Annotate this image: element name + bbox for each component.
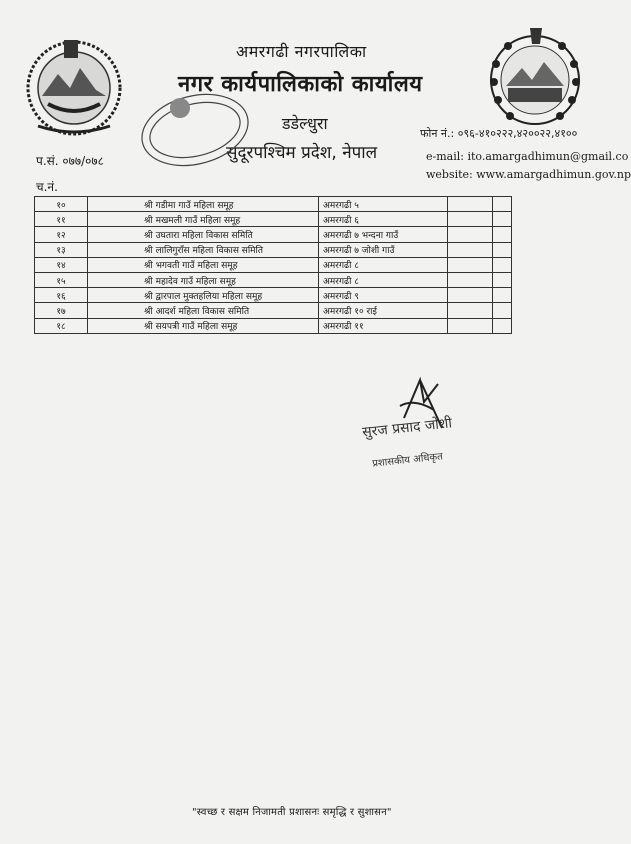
district-name: डडेल्धुरा xyxy=(282,114,328,133)
serial-number: १० xyxy=(35,197,88,212)
serial-number: १२ xyxy=(35,227,88,242)
serial-number: १८ xyxy=(35,318,88,333)
office-stamp-icon xyxy=(136,86,254,174)
serial-number: १५ xyxy=(35,272,88,287)
group-address: अमरगढी ७ जोशी गाउँ xyxy=(319,242,448,257)
empty-cell xyxy=(493,288,512,303)
table-row xyxy=(35,197,512,212)
dispatch-number: च.नं. xyxy=(36,180,58,194)
empty-cell xyxy=(493,318,512,333)
table-row xyxy=(35,257,512,272)
empty-cell xyxy=(493,242,512,257)
empty-cell xyxy=(448,197,493,212)
empty-cell xyxy=(448,257,493,272)
table-row xyxy=(35,303,512,318)
office-name: नगर कार्यपालिकाको कार्यालय xyxy=(178,72,423,97)
province-name: सुदूरपश्चिम प्रदेश, नेपाल xyxy=(226,143,378,163)
group-address: अमरगढी ६ xyxy=(319,212,448,227)
group-name: श्री सयपत्री गाउँ महिला समूह xyxy=(88,318,319,333)
group-address: अमरगढी ९ xyxy=(319,288,448,303)
empty-cell xyxy=(493,197,512,212)
municipality-logo-icon xyxy=(486,24,584,128)
empty-cell xyxy=(448,272,493,287)
table-row xyxy=(35,227,512,242)
group-address: अमरगढी १० राई xyxy=(319,303,448,318)
empty-cell xyxy=(448,242,493,257)
empty-cell xyxy=(448,318,493,333)
group-name: श्री उघतारा महिला विकास समिति xyxy=(88,227,319,242)
group-name: श्री महादेव गाउँ महिला समूह xyxy=(88,272,319,287)
serial-number: १६ xyxy=(35,288,88,303)
empty-cell xyxy=(493,212,512,227)
empty-cell xyxy=(493,257,512,272)
empty-cell xyxy=(493,303,512,318)
serial-number: १३ xyxy=(35,242,88,257)
group-name: श्री गडीमा गाउँ महिला समूह xyxy=(88,197,319,212)
table-row xyxy=(35,272,512,287)
table-row xyxy=(35,318,512,333)
group-address: अमरगढी ८ xyxy=(319,257,448,272)
serial-number: ११ xyxy=(35,212,88,227)
empty-cell xyxy=(493,227,512,242)
municipality-name: अमरगढी नगरपालिका xyxy=(236,42,367,61)
website-address: website: www.amargadhimun.gov.np xyxy=(426,168,631,181)
group-address: अमरगढी ११ xyxy=(319,318,448,333)
serial-number: १४ xyxy=(35,257,88,272)
signatory-title: प्रशासकीय अधिकृत xyxy=(371,451,444,470)
empty-cell xyxy=(448,288,493,303)
nepal-government-emblem-icon xyxy=(18,34,130,138)
group-name: श्री भगवती गाउँ महिला समूह xyxy=(88,257,319,272)
group-address: अमरगढी ८ xyxy=(319,272,448,287)
group-name: श्री मखमली गाउँ महिला समूह xyxy=(88,212,319,227)
phone-number: फोन नं.: ०९६-४१०२२२,४२००२२,४१०० xyxy=(420,127,578,140)
group-address: अमरगढी ७ भन्दना गाउँ xyxy=(319,227,448,242)
group-address: अमरगढी ५ xyxy=(319,197,448,212)
email-address: e-mail: ito.amargadhimun@gmail.co xyxy=(426,150,629,163)
reference-number: प.सं. ०७७/०७८ xyxy=(36,154,104,168)
table-row xyxy=(35,212,512,227)
table-row xyxy=(35,242,512,257)
empty-cell xyxy=(448,212,493,227)
table-row xyxy=(35,288,512,303)
serial-number: १७ xyxy=(35,303,88,318)
empty-cell xyxy=(448,303,493,318)
empty-cell xyxy=(448,227,493,242)
group-name: श्री द्वारपाल मुक्तहलिया महिला समूह xyxy=(88,288,319,303)
signatory-name: सुरज प्रसाद जोशी xyxy=(361,415,453,441)
group-name: श्री आदर्श महिला विकास समिति xyxy=(88,303,319,318)
empty-cell xyxy=(493,272,512,287)
footer-slogan: "स्वच्छ र सक्षम निजामती प्रशासनः समृद्धि र सुशासन" xyxy=(192,807,392,818)
women-groups-table xyxy=(34,196,512,334)
group-name: श्री लालिगुराँस महिला विकास समिति xyxy=(88,242,319,257)
